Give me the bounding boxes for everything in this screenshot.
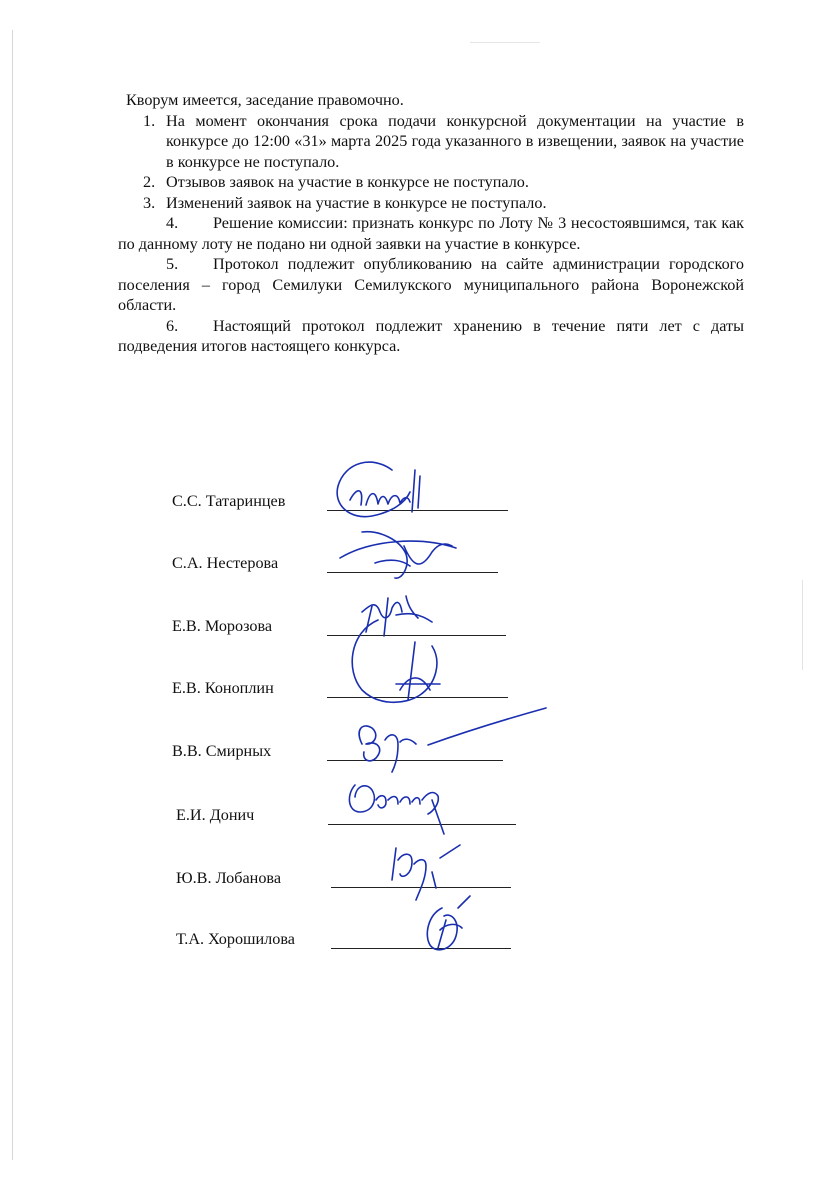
signature-donich bbox=[349, 785, 444, 834]
signature-morozova bbox=[362, 596, 432, 636]
scan-edge bbox=[802, 580, 803, 670]
signatory-name: Е.И. Донич bbox=[176, 806, 255, 824]
item-number: 5. bbox=[166, 255, 179, 273]
protocol-item-6 bbox=[118, 316, 744, 357]
signatory-name: Ю.В. Лобанова bbox=[176, 869, 282, 887]
signature-line bbox=[327, 572, 498, 573]
protocol-item-1 bbox=[118, 111, 744, 173]
signatory-name: Е.В. Коноплин bbox=[172, 679, 274, 697]
signature-line bbox=[327, 697, 508, 698]
quorum-statement: Кворум имеется, заседание правомочно. bbox=[126, 91, 404, 109]
item-text: Протокол подлежит опубликованию на сайте администрации городского поселения – город Семилуки Семилукского муниципального района Воронежской области. bbox=[118, 255, 744, 314]
scan-edge bbox=[12, 30, 13, 1160]
protocol-item-2 bbox=[118, 172, 744, 193]
signature-smirnykh bbox=[359, 708, 546, 772]
signature-line bbox=[331, 948, 511, 949]
signature-line bbox=[327, 635, 506, 636]
protocol-text bbox=[118, 90, 744, 357]
item-text: Решение комиссии: признать конкурс по Лоту № 3 несостоявшимся, так как по данному лоту не подано ни одной заявки на участие в конкурсе. bbox=[118, 214, 744, 253]
item-number: 2. bbox=[143, 173, 156, 191]
signature-line bbox=[327, 510, 508, 511]
protocol-item-3 bbox=[118, 193, 744, 214]
signature-line bbox=[327, 760, 503, 761]
signatory-name: Е.В. Морозова bbox=[172, 617, 273, 635]
signatory-name: С.А. Нестерова bbox=[172, 554, 279, 572]
signature-lobanova bbox=[392, 845, 460, 900]
signature-khoroshilova bbox=[427, 896, 470, 950]
protocol-item-4 bbox=[118, 213, 744, 254]
protocol-item-5 bbox=[118, 254, 744, 316]
item-text: На момент окончания срока подачи конкурсной документации на участие в конкурсе до 12:00 «31» марта 2025 года указанного в извещении, заявок на участие в конкурсе не поступало. bbox=[166, 111, 744, 171]
scan-edge bbox=[470, 42, 540, 43]
item-number: 6. bbox=[166, 316, 179, 335]
signature-line bbox=[328, 824, 516, 825]
signatory-name: С.С. Татаринцев bbox=[172, 492, 286, 510]
signatory-name: Т.А. Хорошилова bbox=[176, 930, 295, 948]
signature-line bbox=[331, 887, 511, 888]
signatory-name: В.В. Смирных bbox=[172, 742, 272, 760]
item-number: 3. bbox=[143, 193, 156, 212]
item-number: 1. bbox=[143, 111, 156, 130]
item-text: Настоящий протокол подлежит хранению в течение пяти лет с даты подведения итогов настоящего конкурса. bbox=[118, 316, 744, 355]
item-number: 4. bbox=[166, 214, 179, 232]
signature-konoplin bbox=[352, 620, 440, 702]
signature-tatarintsev bbox=[337, 462, 420, 517]
item-text: Изменений заявок на участие в конкурсе не поступало. bbox=[166, 193, 547, 212]
item-text: Отзывов заявок на участие в конкурсе не поступало. bbox=[166, 173, 529, 191]
